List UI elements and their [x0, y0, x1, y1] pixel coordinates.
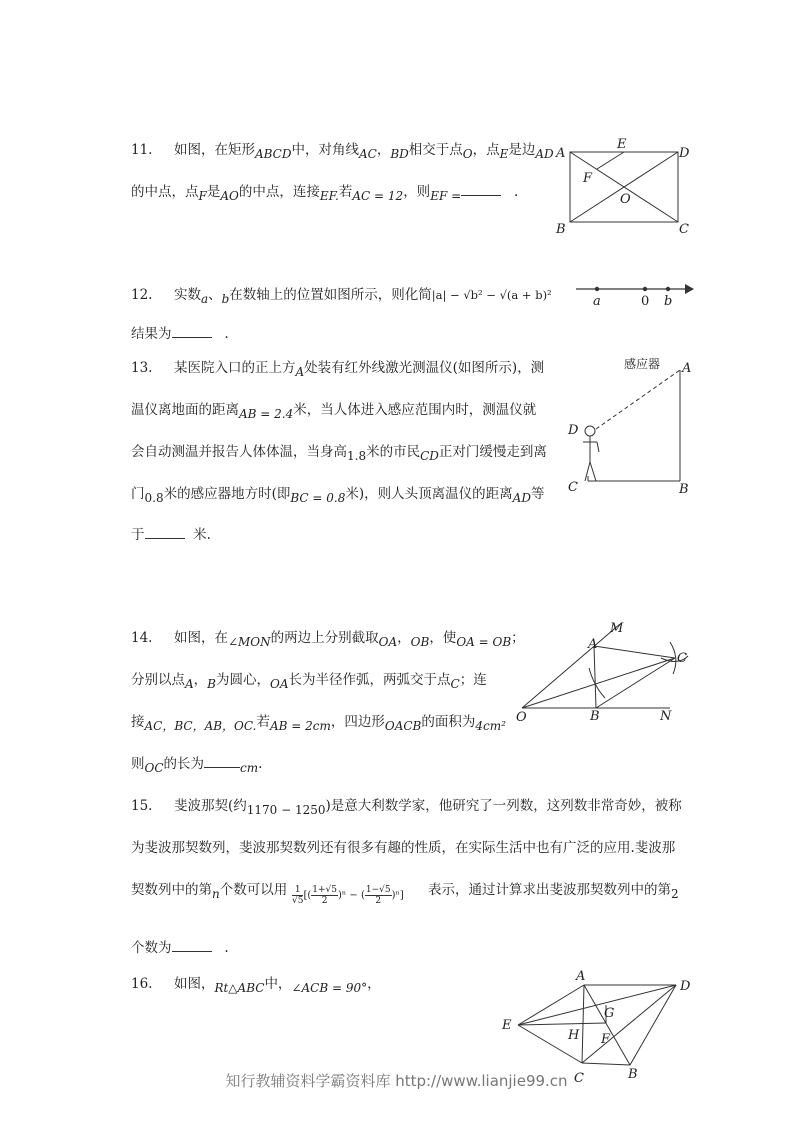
- q14-text: 长为半径作弧，两弧交于点: [288, 672, 451, 688]
- math: Rt△ABC: [214, 981, 265, 995]
- q13-text: 米的感应器地方时: [163, 486, 272, 502]
- q15-text: 表示，通过计算求出斐波那契数列中的第: [428, 882, 671, 898]
- q15-line3b: [428, 878, 679, 901]
- math: O: [462, 147, 473, 161]
- q13-line4: [131, 482, 545, 505]
- denominator: 2: [375, 896, 382, 906]
- q15-text: ): [325, 798, 331, 814]
- label-B: B: [628, 1067, 638, 1082]
- math: A: [295, 365, 305, 379]
- label-O: O: [516, 710, 527, 725]
- q13-text: ，则人头顶离温仪的距离: [364, 486, 513, 502]
- math: AB = 2cm: [269, 719, 331, 733]
- math: a: [200, 292, 209, 306]
- math: AB = 2.4: [239, 407, 294, 421]
- label-A: A: [682, 361, 692, 376]
- math: CD: [420, 449, 439, 463]
- math: OACB: [384, 719, 422, 733]
- answer-blank[interactable]: [172, 325, 212, 338]
- q11-text: ，则: [403, 184, 431, 200]
- numerator: 1: [292, 885, 303, 896]
- q12-number: 12.: [131, 287, 153, 303]
- math: OB: [410, 635, 430, 649]
- q11-number: 11.: [131, 142, 153, 158]
- q13-text: ): [511, 360, 518, 376]
- math: b: [221, 292, 230, 306]
- q15-text: 契数列中的第: [131, 882, 212, 898]
- q16-text: 中，: [264, 976, 292, 992]
- q11-text: 的中点，点: [131, 184, 199, 200]
- q14-text: 如图，在: [173, 630, 228, 646]
- q13-text: 于: [131, 527, 145, 543]
- q13-text: 等: [530, 486, 545, 502]
- q13-line5: [131, 523, 211, 543]
- q13-line3: [131, 440, 547, 463]
- q16-text: ，: [367, 976, 381, 992]
- math: AC: [358, 147, 377, 161]
- math: 4cm²: [475, 719, 506, 733]
- q11-text: 是边: [508, 142, 536, 158]
- label-F: F: [601, 1032, 611, 1047]
- q11-text: 相交于点: [408, 142, 463, 158]
- q15-text: 个数可以用: [219, 882, 288, 898]
- q13-text: .: [206, 527, 211, 543]
- q12-number-line: [573, 278, 698, 308]
- math: OA: [378, 635, 398, 649]
- q14-text: 则: [131, 756, 145, 772]
- q11-text: ，: [376, 142, 391, 158]
- q12-line2: [131, 322, 229, 342]
- q13-text: 米: [193, 527, 207, 543]
- q16-triangle-figure: [498, 965, 698, 1085]
- q14-text: ；连: [459, 672, 487, 688]
- label-b: b: [664, 294, 673, 308]
- label-G: G: [604, 1006, 615, 1021]
- q11-text: 的中点，连接: [238, 184, 320, 200]
- math: C: [450, 677, 460, 691]
- math: AO: [220, 189, 239, 203]
- label-zero: 0: [641, 294, 650, 308]
- label-B: B: [556, 222, 566, 237]
- q13-text: 即: [276, 486, 291, 502]
- q15-line1: [131, 794, 682, 817]
- math: n: [212, 887, 220, 901]
- q13-text: 处装有红外线激光测温仪: [304, 360, 453, 376]
- q12-text: 在数轴上的位置如图所示，则化简: [229, 287, 432, 303]
- q13-text: ，测: [517, 360, 545, 376]
- numerator: 1+√5: [312, 885, 338, 895]
- q14-text: 的面积为: [421, 714, 476, 730]
- math: EF.: [319, 189, 339, 203]
- label-C: C: [568, 480, 578, 495]
- q11-text: 如图，在矩形: [173, 142, 255, 158]
- label-F: F: [583, 171, 593, 186]
- q14-text: 的长为: [163, 756, 205, 772]
- numerator: 1−√5: [365, 885, 391, 895]
- label-C: C: [574, 1071, 584, 1085]
- math: B: [207, 677, 216, 691]
- math: ∠ACB = 90°: [291, 981, 368, 995]
- math: 2: [671, 887, 679, 901]
- q15-text: 约: [233, 798, 247, 814]
- q14-text: 为圆心，: [216, 672, 270, 688]
- label-H: H: [568, 1028, 580, 1043]
- q14-line1: [131, 626, 525, 649]
- q14-text: 若: [256, 714, 270, 730]
- q13-text: 会自动测温并报告人体体温，当身高: [131, 444, 347, 460]
- math: BC = 0.8: [290, 491, 346, 505]
- math: cm: [240, 761, 259, 775]
- q16-line1: [131, 972, 381, 995]
- formula-part: )ⁿ − (: [338, 890, 365, 901]
- q15-line3: [131, 878, 288, 901]
- q15-text: 是意大利数学家，他研究了一列数，这列数非常奇妙，被称: [330, 798, 682, 814]
- q13-text: 米的市民: [366, 444, 421, 460]
- q13-thermometer-figure: [562, 352, 707, 500]
- q11-text: ，点: [472, 142, 500, 158]
- math: OA: [270, 677, 289, 691]
- label-O: O: [620, 192, 631, 207]
- q12-text: .: [224, 326, 229, 342]
- q13-text: 米，当人体进入感应范围内时，测温仪就: [293, 402, 537, 418]
- label-B: B: [679, 482, 689, 497]
- q13-text: 门: [131, 486, 145, 502]
- label-a: a: [593, 294, 601, 308]
- q13-line2: [131, 398, 537, 421]
- fraction: [311, 885, 338, 906]
- q11-text: 中，对角线: [291, 142, 359, 158]
- answer-blank[interactable]: [145, 526, 185, 539]
- label-B: B: [590, 709, 600, 724]
- label-C: C: [679, 222, 689, 237]
- label-D: D: [679, 146, 690, 161]
- math: A: [185, 677, 194, 691]
- fraction: [365, 885, 392, 906]
- q13-line1: [131, 356, 545, 379]
- q15-line4: [131, 936, 229, 956]
- math: AC，BC，AB，OC.: [144, 719, 257, 733]
- math: E: [499, 147, 509, 161]
- math: BD: [390, 147, 409, 161]
- label-A: A: [556, 146, 566, 161]
- q14-text: ，: [397, 630, 411, 646]
- q13-text: (: [271, 486, 277, 502]
- math: AC = 12: [352, 189, 404, 203]
- label-E: E: [617, 137, 627, 152]
- math: 1170 − 1250: [246, 803, 326, 817]
- q14-number: 14.: [131, 630, 153, 646]
- q14-text: 的两边上分别截取: [270, 630, 379, 646]
- q16-text: 如图，: [173, 976, 215, 992]
- label-D: D: [680, 979, 691, 994]
- formula-part: [(: [303, 890, 312, 901]
- math: OA = OB: [456, 635, 512, 649]
- math-expression: |a| − √b² − √(a + b)²: [431, 288, 552, 302]
- q14-line3: [131, 710, 506, 733]
- answer-blank[interactable]: [172, 939, 212, 952]
- q16-number: 16.: [131, 976, 153, 992]
- math: ∠MON: [227, 635, 271, 649]
- q11-text: .: [514, 184, 519, 200]
- q15-text: 为斐波那契数列，斐波那契数列还有很多有趣的性质，在实际生活中也有广泛的应用.斐波那: [131, 840, 676, 856]
- q15-text: (: [227, 798, 234, 814]
- q15-text: .: [224, 940, 229, 956]
- q14-angle-figure: [510, 618, 700, 728]
- denominator: 2: [321, 896, 328, 906]
- math: OC: [144, 761, 164, 775]
- q11-line1: [131, 138, 554, 161]
- q13-number: 13.: [131, 360, 153, 376]
- q11-rectangle-figure: [550, 135, 695, 240]
- label-sensor: 感应器: [624, 357, 661, 371]
- q15-text: 斐波那契: [173, 798, 228, 814]
- q14-text: .: [258, 756, 263, 772]
- label-A: A: [576, 969, 586, 984]
- q13-text: (: [452, 360, 458, 376]
- q14-text: 接: [131, 714, 145, 730]
- q13-text: 正对门缓慢走到离: [438, 444, 547, 460]
- label-M: M: [610, 621, 624, 636]
- math: EF =: [430, 189, 462, 203]
- q13-text: 某医院入口的正上方: [173, 360, 296, 376]
- footer-watermark: 知行教辅资料学霸资料库 http://www.lianjie99.cn: [225, 1072, 568, 1090]
- q14-text: ，: [193, 672, 208, 688]
- label-N: N: [660, 709, 672, 724]
- math: 1.8: [347, 449, 367, 463]
- math: AD: [535, 147, 554, 161]
- q13-text: 如图所示: [457, 360, 512, 376]
- math: AD: [512, 491, 531, 505]
- q14-text: ；: [511, 630, 525, 646]
- q15-number: 15.: [131, 798, 153, 814]
- q13-text: ): [358, 486, 365, 502]
- answer-blank[interactable]: [461, 183, 501, 196]
- q13-text: 米: [345, 486, 359, 502]
- q12-text: 、: [208, 287, 222, 303]
- denominator: √5: [292, 896, 304, 906]
- math: ABCD: [254, 147, 292, 161]
- answer-blank[interactable]: [204, 755, 240, 768]
- q11-text: 若: [338, 184, 353, 200]
- q13-text: 温仪离地面的距离: [131, 402, 239, 418]
- q14-text: ，四边形: [330, 714, 385, 730]
- label-A: A: [588, 637, 598, 652]
- label-C: C: [677, 651, 687, 666]
- q14-line2: [131, 668, 487, 691]
- q15-text: 个数为: [131, 940, 172, 956]
- q15-line2: [131, 836, 675, 856]
- q11-text: 是: [206, 184, 221, 200]
- q12-line1: [131, 283, 552, 306]
- label-E: E: [502, 1018, 512, 1033]
- q14-text: 分别以点: [131, 672, 185, 688]
- q12-text: 结果为: [131, 326, 172, 342]
- q14-line4: [131, 752, 263, 775]
- fraction: [292, 885, 303, 906]
- formula-part: )ⁿ]: [391, 890, 404, 901]
- q14-text: ，使: [429, 630, 457, 646]
- math: F: [198, 189, 207, 203]
- label-D: D: [568, 423, 579, 438]
- q12-text: 实数: [173, 287, 201, 303]
- math: 0.8: [144, 491, 164, 505]
- q11-line2: [131, 180, 519, 203]
- q15-formula: [292, 885, 404, 906]
